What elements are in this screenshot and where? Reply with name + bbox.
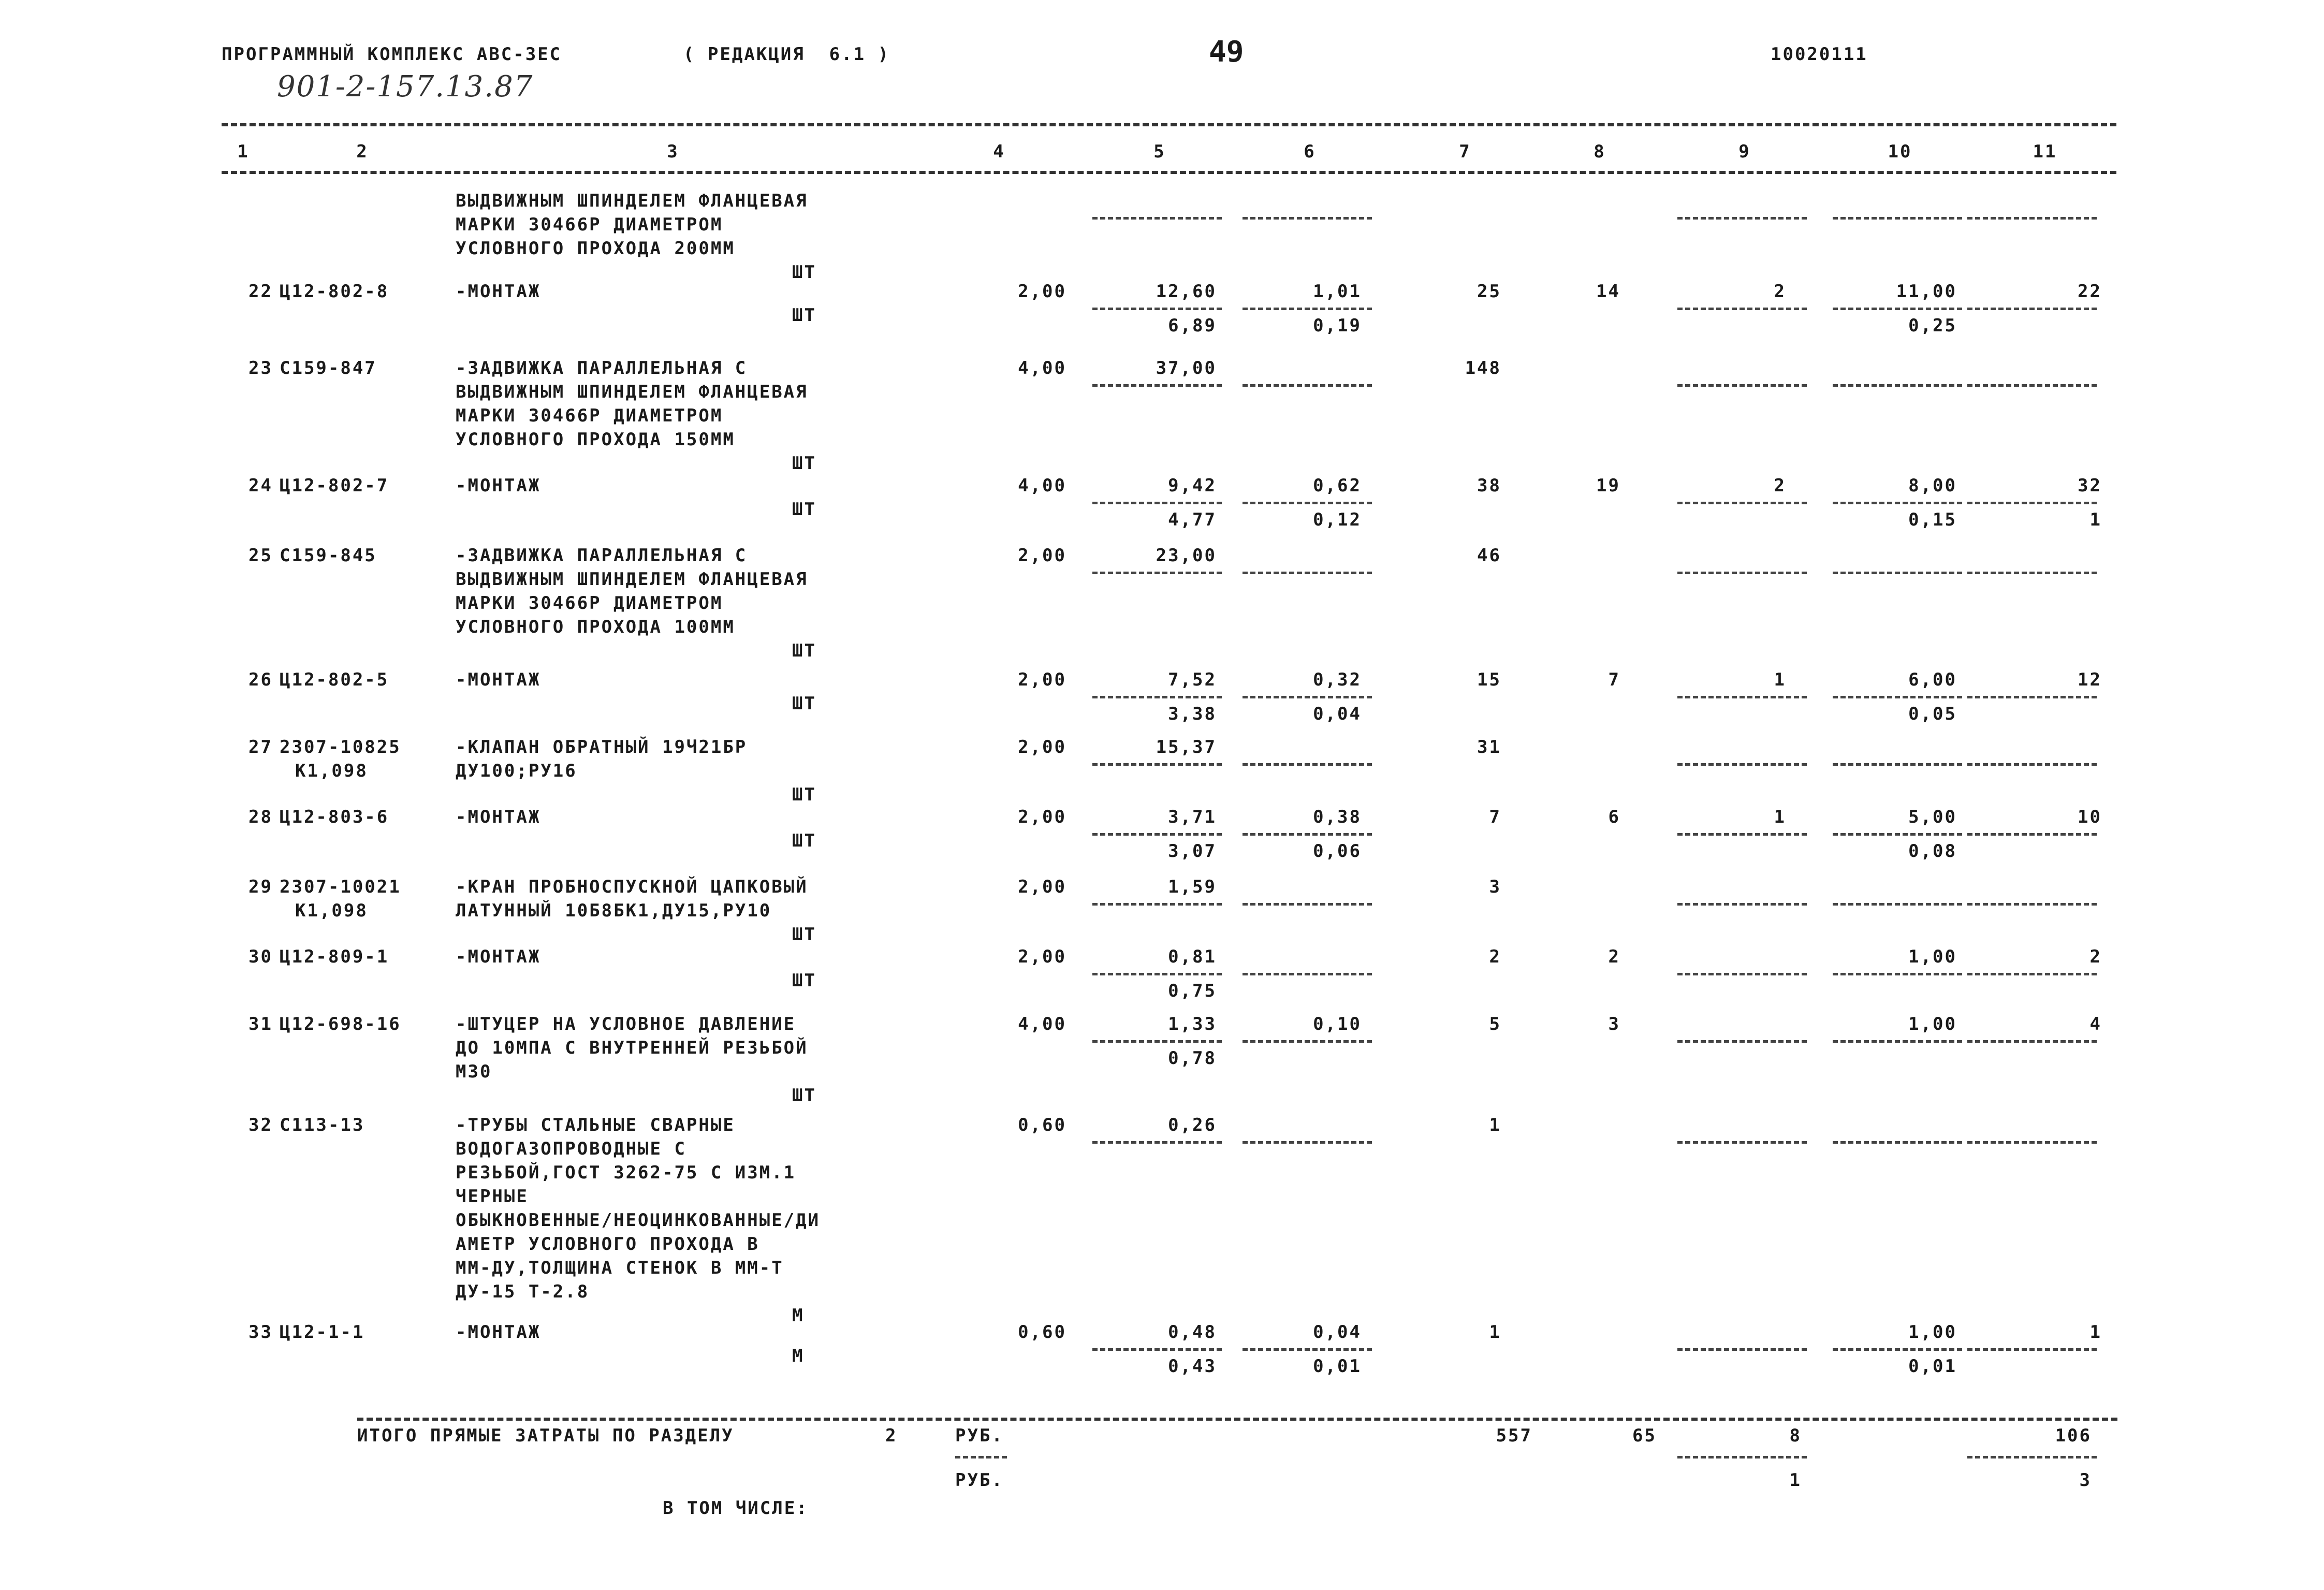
- cell-c7: 3: [1489, 877, 1501, 897]
- cell-divider: [1833, 1141, 1962, 1144]
- row-description: -МОНТАЖ: [456, 946, 541, 967]
- row-code: 2307-10825: [280, 737, 401, 757]
- totals-underline: [1677, 1456, 1807, 1458]
- cell-c5: 0,48: [1168, 1322, 1217, 1343]
- cell-divider: [1967, 572, 2097, 574]
- cell-qty: 2,00: [1018, 545, 1066, 566]
- cell-divider: [1833, 696, 1962, 698]
- cell-c9: 1: [1774, 807, 1786, 827]
- cell-qty: 2,00: [1018, 669, 1066, 690]
- row-code: Ц12-802-7: [280, 475, 389, 496]
- cell-divider: [1677, 903, 1807, 906]
- cell-divider: [1967, 903, 2097, 906]
- cell-c10: 1,00: [1908, 1014, 1957, 1034]
- row-code: С159-847: [280, 358, 377, 378]
- row-unit: ШТ: [792, 970, 816, 991]
- col-header: 7: [1459, 141, 1471, 162]
- row-description: УСЛОВНОГО ПРОХОДА 150ММ: [456, 429, 735, 450]
- cell-divider: [1092, 903, 1222, 906]
- row-unit: ШТ: [792, 830, 816, 851]
- row-unit: ШТ: [792, 640, 816, 661]
- cell-c9: 2: [1774, 475, 1786, 496]
- row-description: ММ-ДУ,ТОЛЩИНА СТЕНОК В ММ-Т: [456, 1258, 784, 1278]
- cell-divider: [1967, 696, 2097, 698]
- cell-c10: 6,00: [1908, 669, 1957, 690]
- cell-divider: [1833, 833, 1962, 836]
- cell-divider: [1092, 973, 1222, 975]
- cell-divider: [1243, 572, 1372, 574]
- cell-divider: [1243, 973, 1372, 975]
- cell-divider: [1243, 696, 1372, 698]
- row-code: Ц12-1-1: [280, 1322, 365, 1343]
- cell-divider: [1243, 833, 1372, 836]
- row-number: 31: [249, 1014, 273, 1034]
- row-number: 25: [249, 545, 273, 566]
- edition-label: ( РЕДАКЦИЯ 6.1 ): [683, 44, 890, 65]
- cell-c5: 15,37: [1156, 737, 1217, 757]
- row-description: -КРАН ПРОБНОСПУСКНОЙ ЦАПКОВЫЙ: [456, 877, 808, 897]
- cell-c5b: 3,38: [1168, 704, 1217, 724]
- cell-divider: [1677, 308, 1807, 310]
- totals-section: 2: [885, 1425, 898, 1446]
- cell-divider: [1967, 763, 2097, 766]
- cell-c11: 4: [2089, 1014, 2102, 1034]
- row-code: Ц12-698-16: [280, 1014, 401, 1034]
- cell-c5: 0,81: [1168, 946, 1217, 967]
- cell-divider: [1833, 763, 1962, 766]
- totals-rule: [357, 1418, 2117, 1421]
- handwritten-project-number: 901-2-157.13.87: [277, 70, 534, 104]
- cell-c10: 11,00: [1896, 281, 1957, 302]
- cell-c5: 7,52: [1168, 669, 1217, 690]
- cell-divider: [1833, 502, 1962, 504]
- cell-c9: 2: [1774, 281, 1786, 302]
- cell-divider: [1092, 696, 1222, 698]
- cell-divider: [1092, 1141, 1222, 1144]
- cell-c7: 15: [1477, 669, 1501, 690]
- row-number: 33: [249, 1322, 273, 1343]
- row-description: -ШТУЦЕР НА УСЛОВНОЕ ДАВЛЕНИЕ: [456, 1014, 796, 1034]
- row-description: -МОНТАЖ: [456, 1322, 541, 1343]
- cell-qty: 2,00: [1018, 946, 1066, 967]
- cell-divider: [1243, 384, 1372, 387]
- cell-c5b: 3,07: [1168, 841, 1217, 862]
- cell-divider: [1677, 1141, 1807, 1144]
- cell-qty: 4,00: [1018, 475, 1066, 496]
- cell-divider: [1677, 1040, 1807, 1043]
- cell-c8: 19: [1596, 475, 1620, 496]
- cell-c8: 14: [1596, 281, 1620, 302]
- cell-divider: [1677, 696, 1807, 698]
- cell-c10: 1,00: [1908, 1322, 1957, 1343]
- row-unit: ШТ: [792, 784, 816, 805]
- cell-qty: 2,00: [1018, 737, 1066, 757]
- cell-divider: [1833, 1040, 1962, 1043]
- col-header: 10: [1888, 141, 1912, 162]
- cell-c7: 2: [1489, 946, 1501, 967]
- cell-c5b: 0,75: [1168, 981, 1217, 1001]
- cell-c8: 6: [1608, 807, 1620, 827]
- row-description: РЕЗЬБОЙ,ГОСТ 3262-75 С ИЗМ.1: [456, 1162, 796, 1183]
- cell-c5: 0,26: [1168, 1115, 1217, 1135]
- totals-unit: РУБ.: [955, 1470, 1004, 1491]
- row-description: -ЗАДВИЖКА ПАРАЛЛЕЛЬНАЯ С: [456, 545, 748, 566]
- row-description: -МОНТАЖ: [456, 669, 541, 690]
- cell-divider: [1677, 973, 1807, 975]
- cell-divider: [1243, 502, 1372, 504]
- cell-c5b: 0,78: [1168, 1048, 1217, 1069]
- cell-c7: 7: [1489, 807, 1501, 827]
- cell-qty: 2,00: [1018, 807, 1066, 827]
- row-number: 24: [249, 475, 273, 496]
- row-description: ЛАТУННЫЙ 10Б8БК1,ДУ15,РУ10: [456, 900, 772, 921]
- totals-underline: [955, 1456, 1007, 1458]
- cell-c7: 31: [1477, 737, 1501, 757]
- cell-divider: [1967, 1141, 2097, 1144]
- cell-qty: 0,60: [1018, 1115, 1066, 1135]
- row-description: ВЫДВИЖНЫМ ШПИНДЕЛЕМ ФЛАНЦЕВАЯ: [456, 191, 808, 211]
- row-unit: ШТ: [792, 262, 816, 283]
- col-header: 4: [993, 141, 1005, 162]
- cell-c11b: 1: [2089, 509, 2102, 530]
- cell-c6: 0,32: [1313, 669, 1362, 690]
- col-header: 8: [1594, 141, 1606, 162]
- cell-divider: [1967, 1040, 2097, 1043]
- cell-c7: 46: [1477, 545, 1501, 566]
- cell-c6: 0,04: [1313, 1322, 1362, 1343]
- cell-c6b: 0,01: [1313, 1356, 1362, 1377]
- cell-divider: [1677, 763, 1807, 766]
- cell-divider: [1677, 217, 1807, 220]
- cell-divider: [1092, 217, 1222, 220]
- col-header: 6: [1304, 141, 1316, 162]
- including-label: В ТОМ ЧИСЛЕ:: [663, 1498, 809, 1519]
- cell-c7: 1: [1489, 1322, 1501, 1343]
- cell-divider: [1677, 384, 1807, 387]
- cell-c5: 3,71: [1168, 807, 1217, 827]
- row-code: Ц12-802-5: [280, 669, 389, 690]
- col-header: 5: [1153, 141, 1166, 162]
- cell-divider: [1092, 502, 1222, 504]
- row-description: -МОНТАЖ: [456, 475, 541, 496]
- cell-c11: 2: [2089, 946, 2102, 967]
- cell-divider: [1833, 308, 1962, 310]
- cell-c5: 37,00: [1156, 358, 1217, 378]
- cell-divider: [1677, 502, 1807, 504]
- totals-col9-sub: 1: [1789, 1470, 1802, 1491]
- cell-c6: 1,01: [1313, 281, 1362, 302]
- page-number: 49: [1209, 35, 1244, 69]
- col-header: 9: [1738, 141, 1751, 162]
- cell-divider: [1967, 833, 2097, 836]
- row-description: ВЫДВИЖНЫМ ШПИНДЕЛЕМ ФЛАНЦЕВАЯ: [456, 382, 808, 402]
- row-description: УСЛОВНОГО ПРОХОДА 100ММ: [456, 617, 735, 637]
- row-code: С159-845: [280, 545, 377, 566]
- cell-divider: [1967, 1348, 2097, 1351]
- row-code: 2307-10021: [280, 877, 401, 897]
- cell-qty: 2,00: [1018, 877, 1066, 897]
- row-description: -МОНТАЖ: [456, 807, 541, 827]
- row-description: ДО 10МПА С ВНУТРЕННЕЙ РЕЗЬБОЙ: [456, 1038, 808, 1058]
- cell-c11: 22: [2078, 281, 2102, 302]
- row-description: МАРКИ 30466Р ДИАМЕТРОМ: [456, 214, 723, 235]
- cell-divider: [1243, 763, 1372, 766]
- row-unit: ШТ: [792, 693, 816, 714]
- cell-divider: [1092, 1040, 1222, 1043]
- cell-divider: [1833, 217, 1962, 220]
- totals-col11: 106: [2055, 1425, 2092, 1446]
- cell-c9: 1: [1774, 669, 1786, 690]
- row-description: М30: [456, 1061, 492, 1082]
- cell-c6b: 0,12: [1313, 509, 1362, 530]
- cell-divider: [1243, 903, 1372, 906]
- cell-qty: 2,00: [1018, 281, 1066, 302]
- cell-c10b: 0,05: [1908, 704, 1957, 724]
- cell-divider: [1092, 833, 1222, 836]
- row-description: ДУ100;РУ16: [456, 761, 577, 781]
- totals-col11-sub: 3: [2079, 1470, 2092, 1491]
- row-code-extra: К1,098: [295, 761, 368, 781]
- cell-c7: 25: [1477, 281, 1501, 302]
- cell-divider: [1092, 384, 1222, 387]
- row-description: -ЗАДВИЖКА ПАРАЛЛЕЛЬНАЯ С: [456, 358, 748, 378]
- cell-divider: [1243, 308, 1372, 310]
- row-description: ВОДОГАЗОПРОВОДНЫЕ С: [456, 1139, 686, 1159]
- cell-c5b: 0,43: [1168, 1356, 1217, 1377]
- cell-c5: 1,59: [1168, 877, 1217, 897]
- totals-col9: 8: [1789, 1425, 1802, 1446]
- cell-c5: 23,00: [1156, 545, 1217, 566]
- cell-qty: 0,60: [1018, 1322, 1066, 1343]
- cell-c5b: 6,89: [1168, 315, 1217, 336]
- row-description: МАРКИ 30466Р ДИАМЕТРОМ: [456, 593, 723, 614]
- cell-c5: 1,33: [1168, 1014, 1217, 1034]
- row-unit: М: [792, 1346, 805, 1366]
- cell-c11: 1: [2089, 1322, 2102, 1343]
- cell-qty: 4,00: [1018, 1014, 1066, 1034]
- row-unit: ШТ: [792, 924, 816, 945]
- header-top-rule: [222, 123, 2116, 126]
- row-code: Ц12-802-8: [280, 281, 389, 302]
- row-number: 22: [249, 281, 273, 302]
- cell-divider: [1677, 833, 1807, 836]
- row-code: Ц12-809-1: [280, 946, 389, 967]
- cell-divider: [1243, 1348, 1372, 1351]
- row-description: ВЫДВИЖНЫМ ШПИНДЕЛЕМ ФЛАНЦЕВАЯ: [456, 569, 808, 590]
- row-number: 30: [249, 946, 273, 967]
- row-description: ДУ-15 Т-2.8: [456, 1281, 590, 1302]
- cell-c11: 32: [2078, 475, 2102, 496]
- row-number: 28: [249, 807, 273, 827]
- cell-c11: 12: [2078, 669, 2102, 690]
- cell-c6b: 0,19: [1313, 315, 1362, 336]
- cell-c6: 0,62: [1313, 475, 1362, 496]
- cell-c6b: 0,06: [1313, 841, 1362, 862]
- row-unit: ШТ: [792, 499, 816, 520]
- cell-c10b: 0,15: [1908, 509, 1957, 530]
- totals-label: ИТОГО ПРЯМЫЕ ЗАТРАТЫ ПО РАЗДЕЛУ: [357, 1425, 734, 1446]
- cell-divider: [1967, 217, 2097, 220]
- cell-divider: [1243, 1141, 1372, 1144]
- row-description: -МОНТАЖ: [456, 281, 541, 302]
- cell-divider: [1833, 572, 1962, 574]
- row-code: Ц12-803-6: [280, 807, 389, 827]
- row-description: -ТРУБЫ СТАЛЬНЫЕ СВАРНЫЕ: [456, 1115, 735, 1135]
- row-unit: ШТ: [792, 305, 816, 326]
- cell-divider: [1092, 1348, 1222, 1351]
- cell-c6: 0,10: [1313, 1014, 1362, 1034]
- cell-divider: [1092, 763, 1222, 766]
- document-code: 10020111: [1771, 44, 1868, 65]
- cell-c10: 5,00: [1908, 807, 1957, 827]
- totals-underline: [1967, 1456, 2097, 1458]
- col-header: 3: [667, 141, 679, 162]
- row-code: С113-13: [280, 1115, 365, 1135]
- cell-c11: 10: [2078, 807, 2102, 827]
- row-number: 27: [249, 737, 273, 757]
- cell-divider: [1092, 572, 1222, 574]
- program-title: ПРОГРАММНЫЙ КОМПЛЕКС АВС-3ЕС: [222, 44, 562, 65]
- cell-c8: 3: [1608, 1014, 1620, 1034]
- cell-divider: [1967, 973, 2097, 975]
- cell-divider: [1677, 1348, 1807, 1351]
- cell-c10b: 0,08: [1908, 841, 1957, 862]
- cell-divider: [1833, 384, 1962, 387]
- row-number: 26: [249, 669, 273, 690]
- row-unit: М: [792, 1305, 805, 1326]
- cell-c5b: 4,77: [1168, 509, 1217, 530]
- totals-unit: РУБ.: [955, 1425, 1004, 1446]
- row-description: -КЛАПАН ОБРАТНЫЙ 19Ч21БР: [456, 737, 748, 757]
- totals-col8: 65: [1632, 1425, 1657, 1446]
- cell-c10b: 0,01: [1908, 1356, 1957, 1377]
- cell-c8: 7: [1608, 669, 1620, 690]
- row-description: АМЕТР УСЛОВНОГО ПРОХОДА В: [456, 1234, 759, 1255]
- cell-c10: 8,00: [1908, 475, 1957, 496]
- row-unit: ШТ: [792, 1085, 816, 1106]
- cell-c5: 12,60: [1156, 281, 1217, 302]
- cell-c7: 148: [1465, 358, 1501, 378]
- cell-c10: 1,00: [1908, 946, 1957, 967]
- cell-c8: 2: [1608, 946, 1620, 967]
- cell-c7: 5: [1489, 1014, 1501, 1034]
- row-description: МАРКИ 30466Р ДИАМЕТРОМ: [456, 405, 723, 426]
- cell-divider: [1833, 903, 1962, 906]
- cell-c7: 38: [1477, 475, 1501, 496]
- cell-c5: 9,42: [1168, 475, 1217, 496]
- cell-c6b: 0,04: [1313, 704, 1362, 724]
- row-unit: ШТ: [792, 453, 816, 474]
- row-description: ЧЕРНЫЕ: [456, 1186, 529, 1207]
- cell-divider: [1833, 1348, 1962, 1351]
- cell-c10b: 0,25: [1908, 315, 1957, 336]
- cell-divider: [1677, 572, 1807, 574]
- row-number: 32: [249, 1115, 273, 1135]
- row-number: 29: [249, 877, 273, 897]
- row-code-extra: К1,098: [295, 900, 368, 921]
- cell-divider: [1967, 308, 2097, 310]
- cell-divider: [1967, 384, 2097, 387]
- cell-divider: [1967, 502, 2097, 504]
- col-header: 11: [2033, 141, 2057, 162]
- row-description: УСЛОВНОГО ПРОХОДА 200ММ: [456, 238, 735, 259]
- row-description: ОБЫКНОВЕННЫЕ/НЕОЦИНКОВАННЫЕ/ДИ: [456, 1210, 821, 1231]
- totals-col7: 557: [1496, 1425, 1532, 1446]
- cell-divider: [1243, 217, 1372, 220]
- cell-c6: 0,38: [1313, 807, 1362, 827]
- cell-divider: [1243, 1040, 1372, 1043]
- col-header: 2: [356, 141, 369, 162]
- cell-divider: [1092, 308, 1222, 310]
- cell-qty: 4,00: [1018, 358, 1066, 378]
- cell-c7: 1: [1489, 1115, 1501, 1135]
- header-bottom-rule: [222, 171, 2116, 174]
- col-header: 1: [237, 141, 250, 162]
- row-number: 23: [249, 358, 273, 378]
- cell-divider: [1833, 973, 1962, 975]
